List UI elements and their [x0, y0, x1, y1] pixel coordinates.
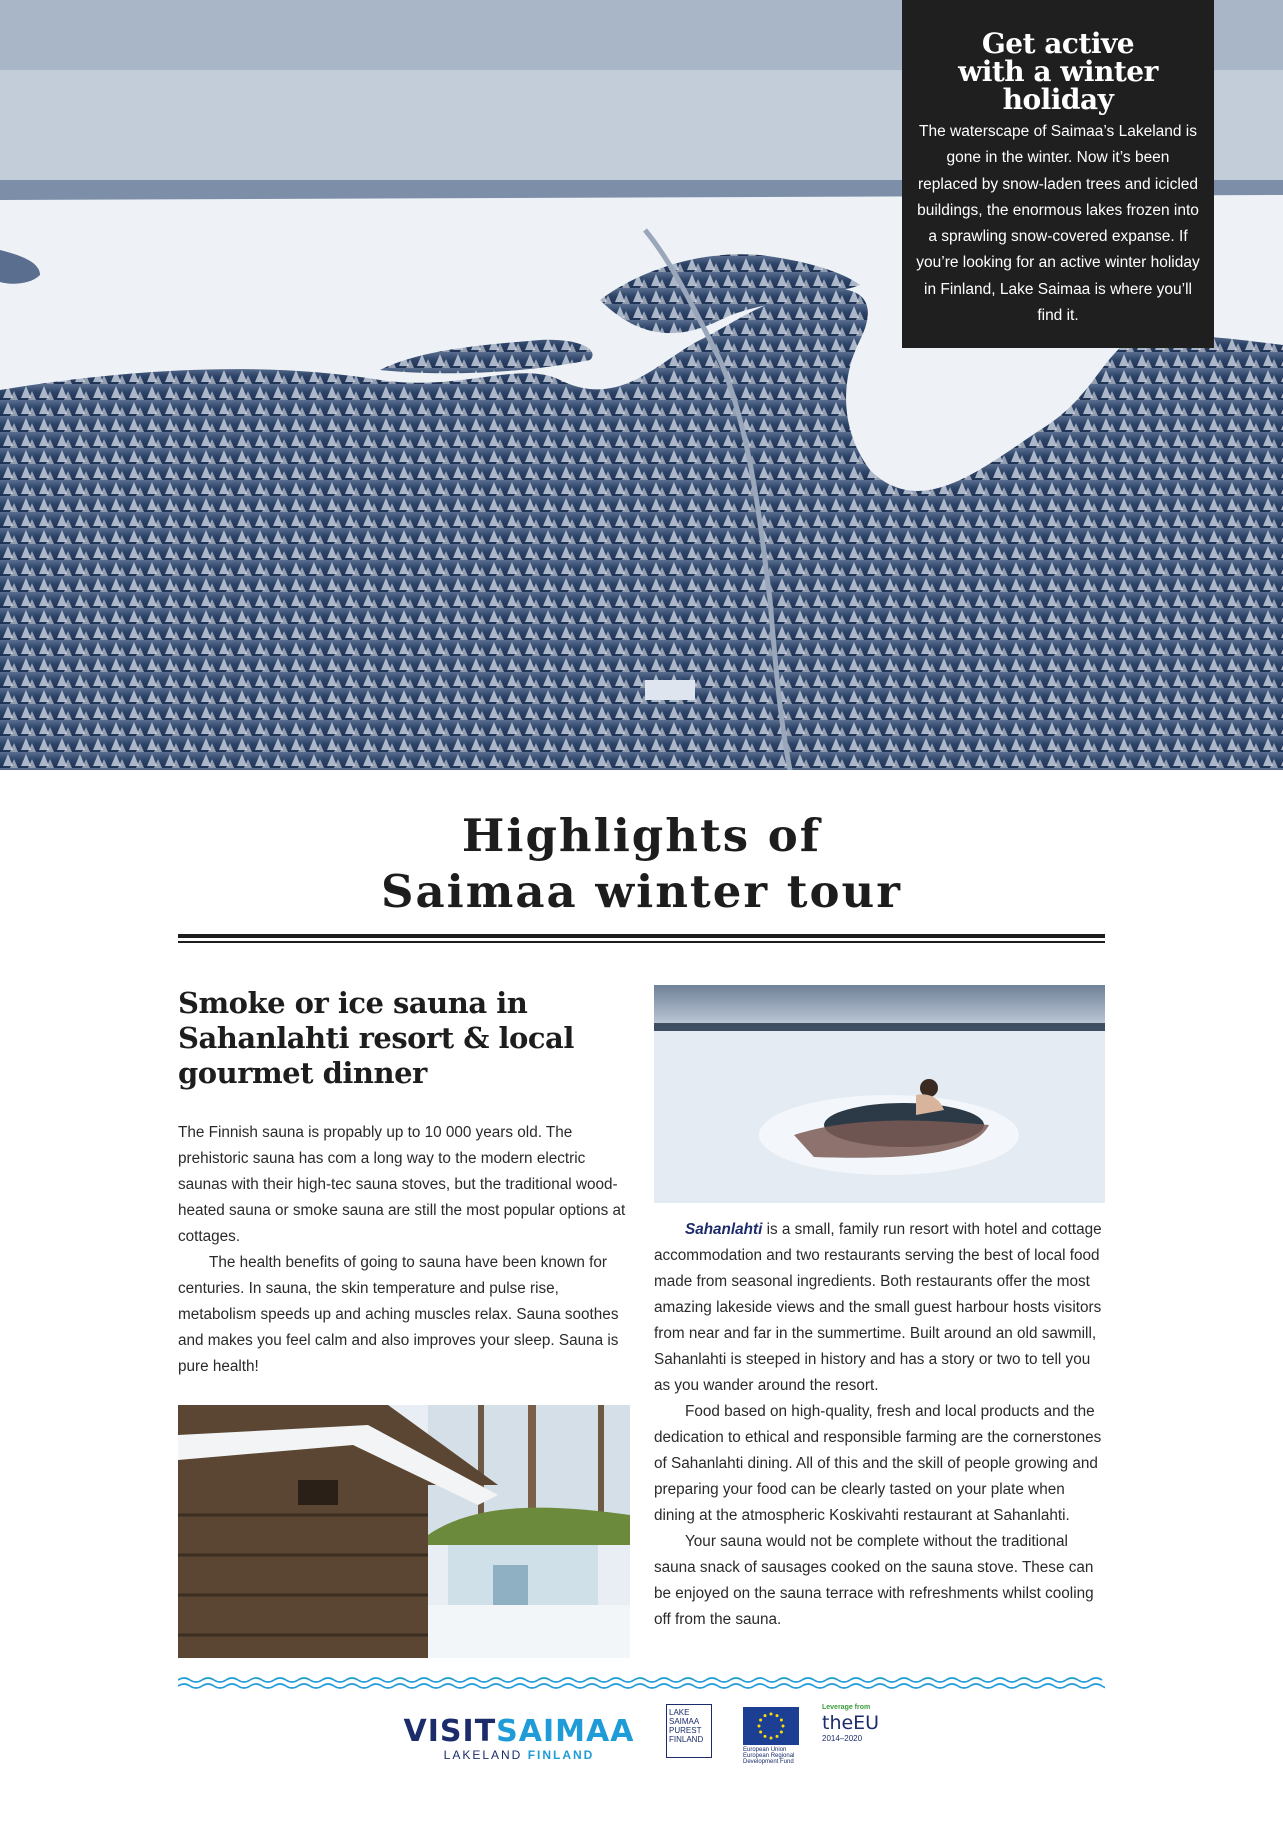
right-column-text [654, 1217, 1106, 1633]
paragraph-food: Food based on high-quality, fresh and local products and the dedication to ethical and responsible farming are the cornerstones of Sahanlahti dining. All of this and the skill of people growing and preparing your food can be clearly tasted on your plate when dining at the atmospheric Koskivahti restaurant at Sahanlahti. [654, 1403, 1102, 1524]
paragraph-sauna-history: The Finnish sauna is propably up to 10 000 years old. The prehistoric sauna has com a long way to the modern electric saunas with their high-tec sauna stoves, but the traditional wood-heated sauna or smoke sauna are still the most popular options at cottages. [178, 1124, 626, 1245]
eu-caption-line1: European Union [743, 1747, 787, 1753]
intro-title-line3: holiday [1002, 83, 1114, 116]
logo-saimaa-text: SAIMAA [496, 1714, 635, 1749]
paragraph-sahanlahti-rest: is a small, family run resort with hotel and cottage accommodation and two restaurants serving the best of local food made from seasonal ingredients. Both restaurants offer the most amazing lakeside views and the small guest harbour hosts visitors from near and far in the summertime. Built around an old sawmill, Sahanlahti is steeped in history and has a story or two to tell you as you wander around the resort. [654, 1221, 1102, 1394]
wave-divider [178, 1676, 1105, 1690]
page-title-line2: Saimaa winter tour [381, 865, 902, 918]
intro-title-line2: with a winter [958, 55, 1158, 88]
ice-hole-image [654, 985, 1105, 1203]
intro-title-line1: Get active [981, 27, 1135, 60]
logo-finland-text: FINLAND [527, 1748, 595, 1762]
title-divider-thick [178, 934, 1105, 938]
intro-text: The waterscape of Saimaa’s Lakeland is gone in the winter. Now it’s been replaced by snow-laden trees and icicled buildings, the enormous lakes frozen into a sprawling snow-covered expanse. If you’re looking for an active winter holiday in Finland, Lake Saimaa is where you’ll find it. [916, 123, 1200, 325]
section-title: Smoke or ice sauna in Sahanlahti resort & local gourmet dinner [178, 986, 574, 1090]
page-title-line1: Highlights of [461, 809, 822, 862]
logo-lakeland-text: LAKELAND [443, 1748, 523, 1762]
paragraph-sahanlahti [654, 1217, 1106, 1399]
sauna-cabin-photo [178, 1405, 630, 1658]
cabin-image [178, 1405, 630, 1658]
eu-caption-line2: European Regional Development Fund [743, 1753, 795, 1765]
intro-title [916, 27, 1200, 116]
leverage-eu-logo [822, 1704, 882, 1743]
paragraph-sauna-health: The health benefits of going to sauna have been known for centuries. In sauna, the skin temperature and pulse rise, metabolism speeds up and aching muscles relax. Sauna soothes and makes you feel calm and also improves your sleep. Sauna is pure health! [178, 1254, 619, 1375]
lake-logo-line2: SAIMAA [669, 1717, 700, 1726]
ice-swim-photo [654, 985, 1105, 1203]
sahanlahti-highlight: Sahanlahti [685, 1221, 763, 1238]
lake-logo-line1: LAKE [669, 1708, 690, 1717]
left-column-text [178, 1120, 633, 1380]
the-eu-text: theEU [822, 1712, 880, 1734]
eu-flag-icon [743, 1707, 799, 1745]
lake-saimaa-purest-finland-logo [666, 1704, 712, 1758]
years-text: 2014–2020 [822, 1734, 863, 1743]
leverage-text: Leverage from [822, 1704, 871, 1711]
eu-flag-logo [743, 1707, 803, 1765]
title-divider-thin [178, 941, 1105, 943]
page-title [0, 808, 1283, 920]
paragraph-sauna-snack: Your sauna would not be complete without the traditional sauna snack of sausages cooked on the sauna stove. These can be enjoyed on the sauna terrace with refreshments whilst cooling off from the sauna. [654, 1533, 1094, 1628]
visit-saimaa-logo [402, 1716, 636, 1764]
lake-logo-line4: FINLAND [669, 1735, 704, 1744]
eu-caption [743, 1747, 803, 1765]
lake-logo-line3: PUREST [669, 1726, 702, 1735]
logo-visit-text: VISIT [403, 1714, 497, 1749]
intro-box [902, 0, 1214, 348]
